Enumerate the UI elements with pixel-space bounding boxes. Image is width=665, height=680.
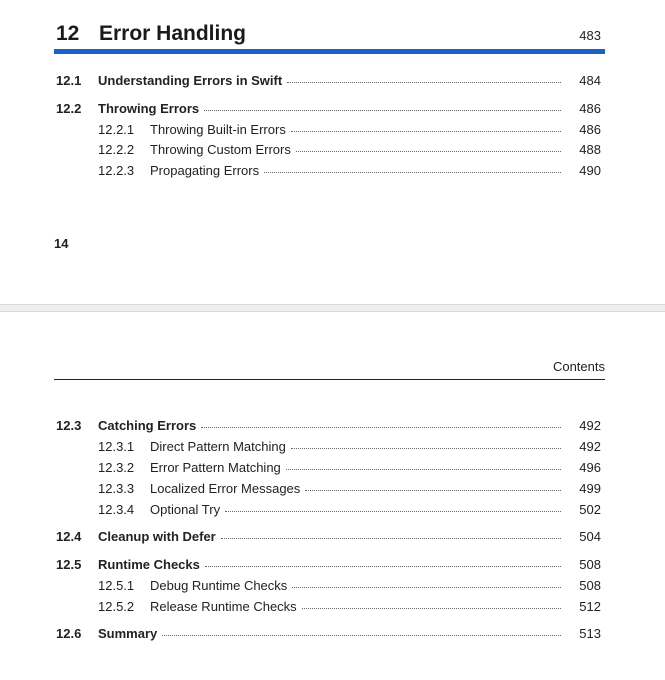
leader-dots	[302, 607, 561, 609]
toc-page-bottom	[0, 312, 665, 680]
entry-number: 12.3.1	[98, 439, 135, 454]
toc-entry-12-2-3[interactable]	[54, 163, 605, 181]
leader-dots	[264, 171, 561, 173]
toc-entry-12-6[interactable]	[54, 626, 605, 644]
toc-entry-12-3-4[interactable]	[54, 502, 605, 520]
entry-title: Catching Errors	[98, 418, 197, 433]
entry-page: 486	[579, 101, 601, 116]
leader-dots	[162, 634, 561, 636]
leader-dots	[287, 81, 561, 83]
entry-page: 492	[579, 439, 601, 454]
entry-page: 484	[579, 73, 601, 88]
entry-title: Runtime Checks	[98, 557, 200, 572]
entry-page: 508	[579, 578, 601, 593]
toc-entry-12-3-1[interactable]	[54, 439, 605, 457]
entry-title: Summary	[98, 626, 158, 641]
toc-entry-12-5[interactable]	[54, 557, 605, 575]
entry-number: 12.2.3	[98, 163, 135, 178]
leader-dots	[201, 426, 561, 428]
page-folio: 14	[54, 236, 69, 251]
entry-number: 12.3	[56, 418, 82, 433]
entry-number: 12.3.2	[98, 460, 135, 475]
entry-number: 12.3.4	[98, 502, 135, 517]
entry-number: 12.2.2	[98, 142, 135, 157]
entry-title: Understanding Errors in Swift	[98, 73, 283, 88]
leader-dots	[204, 109, 561, 111]
entry-number: 12.5	[56, 557, 82, 572]
toc-entry-12-4[interactable]	[54, 529, 605, 547]
running-head-rule	[54, 379, 605, 380]
entry-page: 486	[579, 122, 601, 137]
running-head: Contents	[552, 359, 605, 374]
chapter-page: 483	[579, 28, 601, 43]
entry-page: 496	[579, 460, 601, 475]
leader-dots	[286, 468, 561, 470]
entry-title: Propagating Errors	[150, 163, 260, 178]
leader-dots	[225, 510, 561, 512]
toc-entry-12-2[interactable]	[54, 101, 605, 119]
entry-title: Error Pattern Matching	[150, 460, 281, 475]
entry-title: Cleanup with Defer	[98, 529, 216, 544]
chapter-heading	[54, 20, 605, 48]
toc-entry-12-3[interactable]	[54, 418, 605, 436]
entry-page: 504	[579, 529, 601, 544]
entry-page: 499	[579, 481, 601, 496]
entry-page: 490	[579, 163, 601, 178]
toc-entry-12-5-1[interactable]	[54, 578, 605, 596]
toc-entry-12-1[interactable]	[54, 73, 605, 91]
entry-title: Throwing Errors	[98, 101, 200, 116]
entry-page: 492	[579, 418, 601, 433]
toc-entry-12-3-2[interactable]	[54, 460, 605, 478]
entry-number: 12.6	[56, 626, 82, 641]
entry-number: 12.3.3	[98, 481, 135, 496]
entry-title: Debug Runtime Checks	[150, 578, 288, 593]
leader-dots	[292, 586, 561, 588]
toc-entry-12-2-1[interactable]	[54, 122, 605, 140]
entry-title: Release Runtime Checks	[150, 599, 297, 614]
leader-dots	[205, 565, 561, 567]
chapter-rule	[54, 49, 605, 54]
entry-number: 12.2	[56, 101, 82, 116]
leader-dots	[296, 150, 561, 152]
entry-number: 12.5.1	[98, 578, 135, 593]
entry-title: Localized Error Messages	[150, 481, 301, 496]
entry-number: 12.5.2	[98, 599, 135, 614]
entry-page: 513	[579, 626, 601, 641]
entry-number: 12.4	[56, 529, 82, 544]
entry-page: 512	[579, 599, 601, 614]
toc-entry-12-3-3[interactable]	[54, 481, 605, 499]
entry-page: 508	[579, 557, 601, 572]
chapter-number: 12	[56, 22, 80, 45]
toc-page-top	[0, 0, 665, 304]
chapter-title: Error Handling	[99, 22, 247, 45]
entry-page: 502	[579, 502, 601, 517]
page-separator	[0, 304, 665, 312]
entry-title: Throwing Built-in Errors	[150, 122, 286, 137]
entry-number: 12.2.1	[98, 122, 135, 137]
leader-dots	[291, 447, 561, 449]
toc-entry-12-2-2[interactable]	[54, 142, 605, 160]
entry-title: Throwing Custom Errors	[150, 142, 291, 157]
leader-dots	[291, 130, 561, 132]
toc-entry-12-5-2[interactable]	[54, 599, 605, 617]
entry-title: Optional Try	[150, 502, 221, 517]
entry-title: Direct Pattern Matching	[150, 439, 286, 454]
leader-dots	[305, 489, 561, 491]
entry-page: 488	[579, 142, 601, 157]
entry-number: 12.1	[56, 73, 82, 88]
leader-dots	[221, 537, 561, 539]
